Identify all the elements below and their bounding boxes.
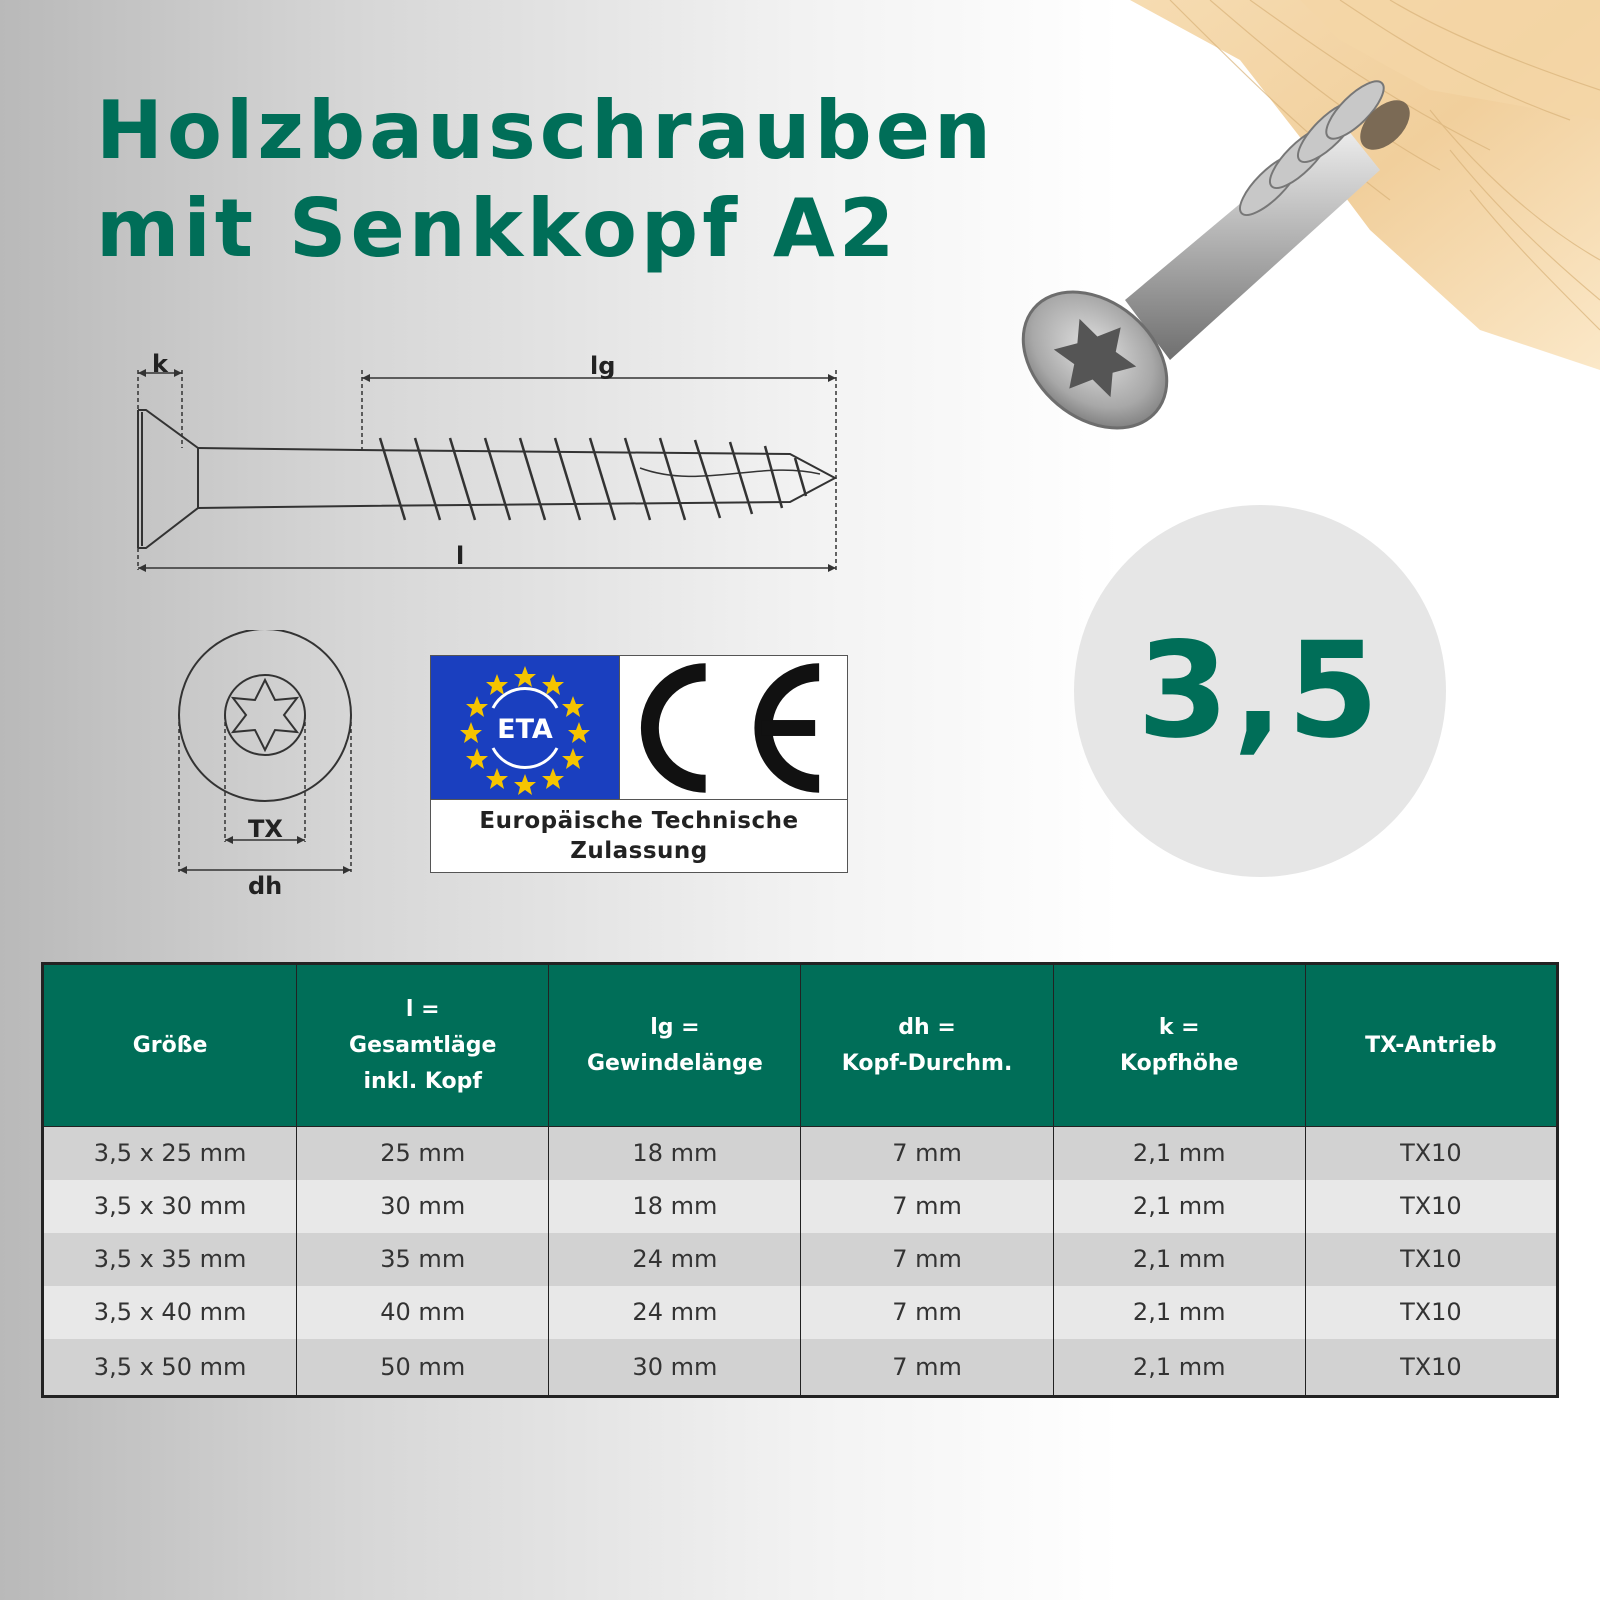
cell-tx-drive: TX10 — [1305, 1180, 1557, 1233]
eta-text: ETA — [497, 714, 553, 745]
cell-size: 3,5 x 50 mm — [43, 1339, 297, 1397]
certification-caption — [431, 799, 847, 872]
cell-tx-drive: TX10 — [1305, 1339, 1557, 1397]
title-line-2: mit Senkkopf A2 — [96, 182, 899, 275]
size-badge-value: 3,5 — [1137, 614, 1383, 768]
ce-mark — [619, 656, 847, 799]
lg-dimension-label: lg — [590, 352, 616, 380]
cell-size: 3,5 x 25 mm — [43, 1127, 297, 1180]
cell-tx-drive: TX10 — [1305, 1286, 1557, 1339]
cell-head-diameter: 7 mm — [801, 1233, 1053, 1286]
cell-head-height: 2,1 mm — [1053, 1180, 1305, 1233]
table-row — [43, 1339, 1558, 1397]
cell-size: 3,5 x 30 mm — [43, 1180, 297, 1233]
cell-total-length: 25 mm — [297, 1127, 549, 1180]
size-badge — [1074, 505, 1446, 877]
title-line-1: Holzbauschrauben — [96, 84, 995, 177]
page-title — [96, 82, 995, 278]
dh-dimension-label: dh — [248, 872, 283, 900]
cell-thread-length: 24 mm — [549, 1286, 801, 1339]
cell-head-diameter: 7 mm — [801, 1180, 1053, 1233]
cell-thread-length: 24 mm — [549, 1233, 801, 1286]
cell-size: 3,5 x 35 mm — [43, 1233, 297, 1286]
cell-total-length: 50 mm — [297, 1339, 549, 1397]
cell-head-height: 2,1 mm — [1053, 1233, 1305, 1286]
l-dimension-label: l — [456, 542, 465, 570]
header-thread-length: lg = Gewindelänge — [549, 964, 801, 1127]
screw-head-top-view — [160, 630, 370, 900]
caption-line-2: Zulassung — [570, 838, 708, 864]
caption-line-1: Europäische Technische — [479, 808, 799, 834]
cell-total-length: 35 mm — [297, 1233, 549, 1286]
cell-head-diameter: 7 mm — [801, 1286, 1053, 1339]
header-tx-drive: TX-Antrieb — [1305, 964, 1557, 1127]
eta-logo — [431, 656, 619, 799]
table-row — [43, 1127, 1558, 1180]
cell-head-height: 2,1 mm — [1053, 1286, 1305, 1339]
cell-tx-drive: TX10 — [1305, 1127, 1557, 1180]
cell-thread-length: 18 mm — [549, 1180, 801, 1233]
cell-thread-length: 18 mm — [549, 1127, 801, 1180]
table-row — [43, 1286, 1558, 1339]
table-row — [43, 1180, 1558, 1233]
product-photo — [1010, 0, 1600, 460]
certification-box — [430, 655, 848, 873]
cell-thread-length: 30 mm — [549, 1339, 801, 1397]
header-total-length: l = Gesamtläge inkl. Kopf — [297, 964, 549, 1127]
table-row — [43, 1233, 1558, 1286]
specs-table — [41, 962, 1559, 1398]
cell-head-height: 2,1 mm — [1053, 1127, 1305, 1180]
cell-head-diameter: 7 mm — [801, 1339, 1053, 1397]
cell-head-diameter: 7 mm — [801, 1127, 1053, 1180]
cell-total-length: 40 mm — [297, 1286, 549, 1339]
cell-head-height: 2,1 mm — [1053, 1339, 1305, 1397]
header-head-diameter: dh = Kopf-Durchm. — [801, 964, 1053, 1127]
k-dimension-label: k — [152, 350, 168, 378]
cell-tx-drive: TX10 — [1305, 1233, 1557, 1286]
tx-dimension-label: TX — [248, 815, 283, 843]
cell-size: 3,5 x 40 mm — [43, 1286, 297, 1339]
table-header-row — [43, 964, 1558, 1127]
cell-total-length: 30 mm — [297, 1180, 549, 1233]
header-size: Größe — [43, 964, 297, 1127]
header-head-height: k = Kopfhöhe — [1053, 964, 1305, 1127]
screw-schematic — [120, 340, 880, 590]
